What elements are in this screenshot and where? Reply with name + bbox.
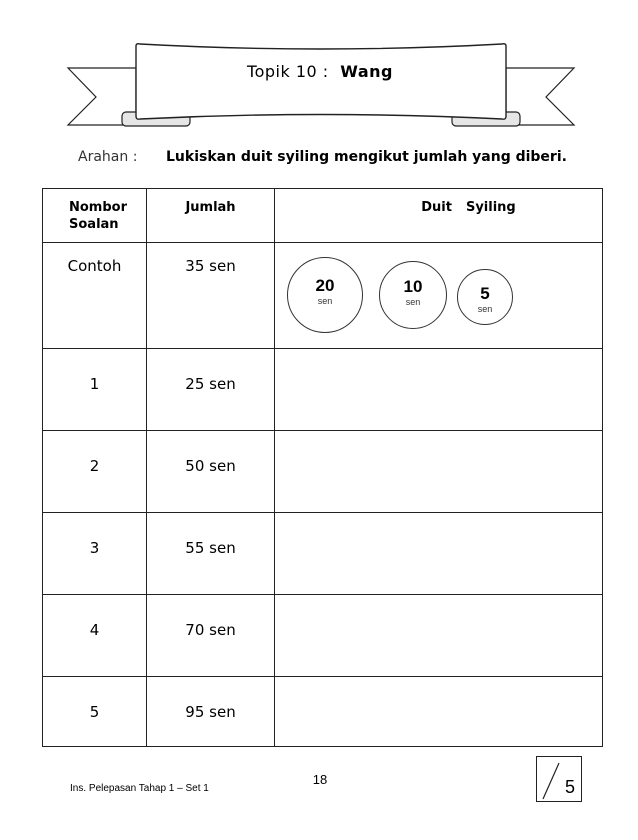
- example-coins: [275, 243, 602, 347]
- answer-drawing-area[interactable]: [275, 349, 603, 431]
- question-amount: 50 sen: [185, 457, 236, 475]
- header-coins: [275, 189, 603, 243]
- question-number-cell: [43, 349, 147, 431]
- topic-banner: [66, 40, 576, 135]
- score-box: [536, 756, 582, 802]
- question-number: 2: [89, 457, 100, 475]
- table-row: [43, 513, 603, 595]
- example-label: Contoh: [67, 257, 122, 275]
- header-question-number: [43, 189, 147, 243]
- topic-title: [135, 62, 505, 81]
- question-number-cell: [43, 431, 147, 513]
- answer-drawing-area[interactable]: [275, 513, 603, 595]
- coin-value: 5: [480, 284, 490, 303]
- question-amount: 55 sen: [185, 539, 236, 557]
- instruction-text: Lukiskan duit syiling mengikut jumlah yang diberi.: [166, 149, 567, 165]
- question-number: 3: [89, 539, 100, 557]
- table-row: [43, 595, 603, 677]
- header-amount: [147, 189, 275, 243]
- coin-10-sen: [379, 261, 447, 329]
- question-amount-cell: [147, 595, 275, 677]
- question-amount: 70 sen: [185, 621, 236, 639]
- coin-unit: sen: [317, 296, 333, 306]
- header-coins-word1: Duit: [421, 200, 452, 215]
- question-number-cell: [43, 595, 147, 677]
- worksheet-table: [42, 188, 603, 747]
- question-amount-cell: [147, 513, 275, 595]
- header-question-number-line2: Soalan: [69, 217, 119, 232]
- example-amount-cell: [147, 243, 275, 349]
- example-coins-cell: [275, 243, 603, 349]
- table-row: [43, 349, 603, 431]
- footer-series-label: Ins. Pelepasan Tahap 1 – Set 1: [70, 783, 209, 794]
- question-amount: 25 sen: [185, 375, 236, 393]
- question-number: 4: [89, 621, 100, 639]
- question-amount: 95 sen: [185, 703, 236, 721]
- example-label-cell: [43, 243, 147, 349]
- answer-drawing-area[interactable]: [275, 595, 603, 677]
- example-amount: 35 sen: [185, 257, 236, 275]
- table-row: [43, 431, 603, 513]
- instruction-line: [78, 149, 567, 165]
- coin-5-sen: [457, 269, 513, 325]
- question-number: 1: [89, 375, 100, 393]
- coin-unit: sen: [405, 297, 421, 307]
- instruction-label: Arahan :: [78, 149, 138, 165]
- table-row: [43, 677, 603, 747]
- score-total: 5: [564, 777, 575, 797]
- question-amount-cell: [147, 349, 275, 431]
- coin-value: 20: [315, 276, 335, 295]
- topic-name: Wang: [340, 62, 393, 81]
- table-header-row: [43, 189, 603, 243]
- question-amount-cell: [147, 677, 275, 747]
- question-number-cell: [43, 513, 147, 595]
- topic-prefix: Topik 10 :: [247, 62, 329, 81]
- ribbon-graphic: [66, 40, 576, 135]
- coin-20-sen: [287, 257, 363, 333]
- header-coins-word2: Syiling: [465, 200, 516, 215]
- coin-unit: sen: [477, 304, 493, 314]
- example-row: [43, 243, 603, 349]
- coin-value: 10: [403, 277, 423, 296]
- header-question-number-line1: Nombor: [69, 200, 128, 215]
- page-number: 18: [312, 772, 328, 787]
- answer-drawing-area[interactable]: [275, 431, 603, 513]
- question-number-cell: [43, 677, 147, 747]
- answer-drawing-area[interactable]: [275, 677, 603, 747]
- question-number: 5: [89, 703, 100, 721]
- question-amount-cell: [147, 431, 275, 513]
- header-amount-label: Jumlah: [185, 200, 236, 215]
